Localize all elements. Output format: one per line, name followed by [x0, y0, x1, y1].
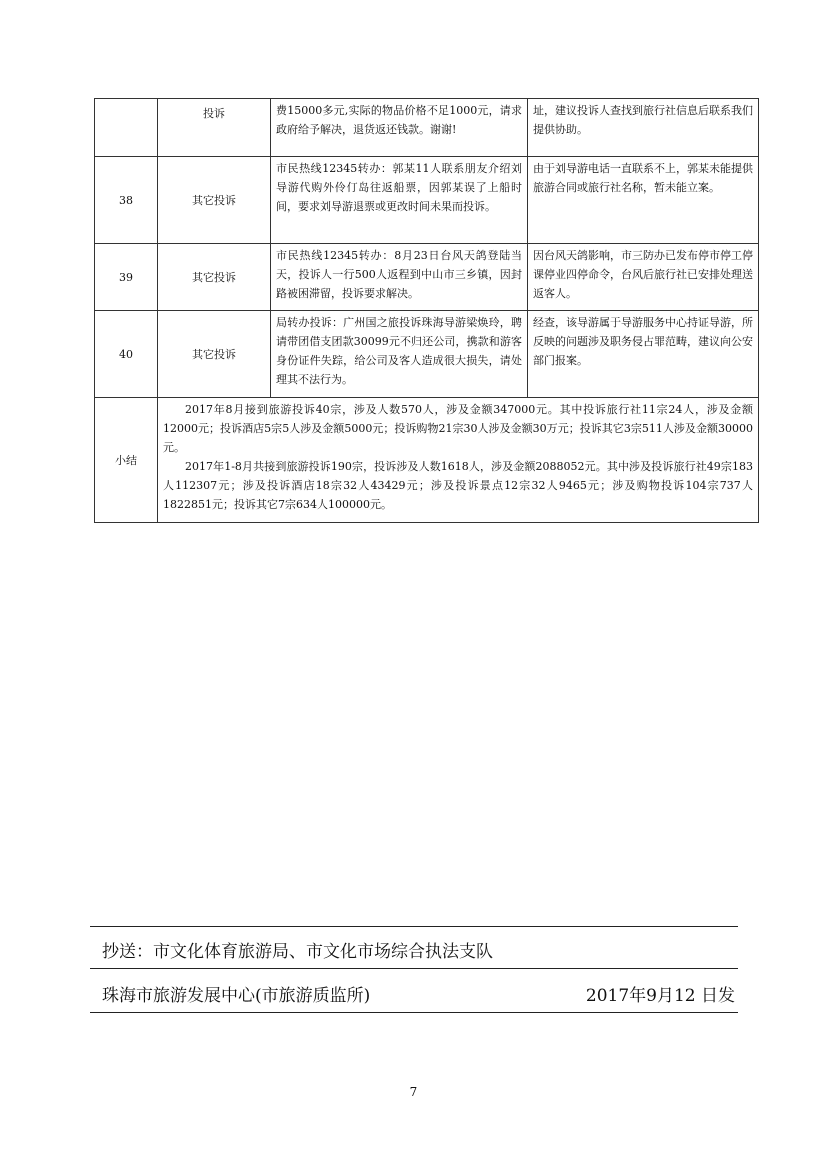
footer-divider — [90, 1012, 738, 1013]
handling-result: 址，建议投诉人查找到旅行社信息后联系我们提供协助。 — [528, 99, 759, 157]
row-number: 38 — [95, 157, 158, 244]
complaint-type: 投诉 — [158, 99, 271, 157]
complaint-content: 市民热线12345转办：8月23日台风天鸽登陆当天，投诉人一行500人返程到中山市三乡镇，因封路被困滞留，投诉要求解决。 — [271, 244, 528, 311]
row-number: 39 — [95, 244, 158, 311]
summary-row — [95, 398, 759, 523]
complaint-table — [94, 98, 759, 523]
issuer: 珠海市旅游发展中心(市旅游质监所) — [102, 986, 371, 1006]
footer-divider — [90, 926, 738, 927]
complaint-type: 其它投诉 — [158, 157, 271, 244]
summary-content — [158, 398, 759, 523]
table-row — [95, 244, 759, 311]
handling-result: 由于刘导游电话一直联系不上，郭某未能提供旅游合同或旅行社名称，暂未能立案。 — [528, 157, 759, 244]
complaint-content: 局转办投诉：广州国之旅投诉珠海导游梁焕玲，聘请带团借支团款30099元不归还公司，携款和游客身份证件失踪，给公司及客人造成很大损失，请处理其不法行为。 — [271, 311, 528, 398]
summary-paragraph: 2017年1-8月共接到旅游投诉190宗，投诉涉及人数1618人，涉及金额2088052元。其中涉及投诉旅行社49宗183人112307元；涉及投诉酒店18宗32人43429元；涉及投诉景点12宗32人9465元；涉及购物投诉104宗737人1822851元；投诉其它7宗634人100000元。 — [163, 460, 753, 511]
table-row — [95, 99, 759, 157]
complaint-content: 市民热线12345转办：郭某11人联系朋友介绍刘导游代购外伶仃岛往返船票，因郭某误了上船时间，要求刘导游退票或更改时间未果而投诉。 — [271, 157, 528, 244]
table-row — [95, 157, 759, 244]
cc-line: 抄送：市文化体育旅游局、市文化市场综合执法支队 — [102, 942, 493, 962]
handling-result: 经查，该导游属于导游服务中心持证导游，所反映的问题涉及职务侵占罪范畴，建议向公安部门报案。 — [528, 311, 759, 398]
complaint-content: 费15000多元,实际的物品价格不足1000元，请求政府给予解决，退货返还钱款。谢谢! — [271, 99, 528, 157]
row-number — [95, 99, 158, 157]
complaint-type: 其它投诉 — [158, 244, 271, 311]
issue-date: 2017年9月12 日发 — [585, 986, 735, 1006]
page-number: 7 — [409, 1085, 418, 1099]
row-number: 40 — [95, 311, 158, 398]
handling-result: 因台风天鸽影响，市三防办已发布停市停工停课停业四停命令，台风后旅行社已安排处理送返客人。 — [528, 244, 759, 311]
summary-label: 小结 — [95, 398, 158, 523]
complaint-type: 其它投诉 — [158, 311, 271, 398]
summary-paragraph: 2017年8月接到旅游投诉40宗，涉及人数570人，涉及金额347000元。其中投诉旅行社11宗24人，涉及金额12000元；投诉酒店5宗5人涉及金额5000元；投诉购物21宗30人涉及金额30万元；投诉其它3宗511人涉及金额30000元。 — [163, 403, 753, 454]
table-row — [95, 311, 759, 398]
footer-divider — [90, 968, 738, 969]
